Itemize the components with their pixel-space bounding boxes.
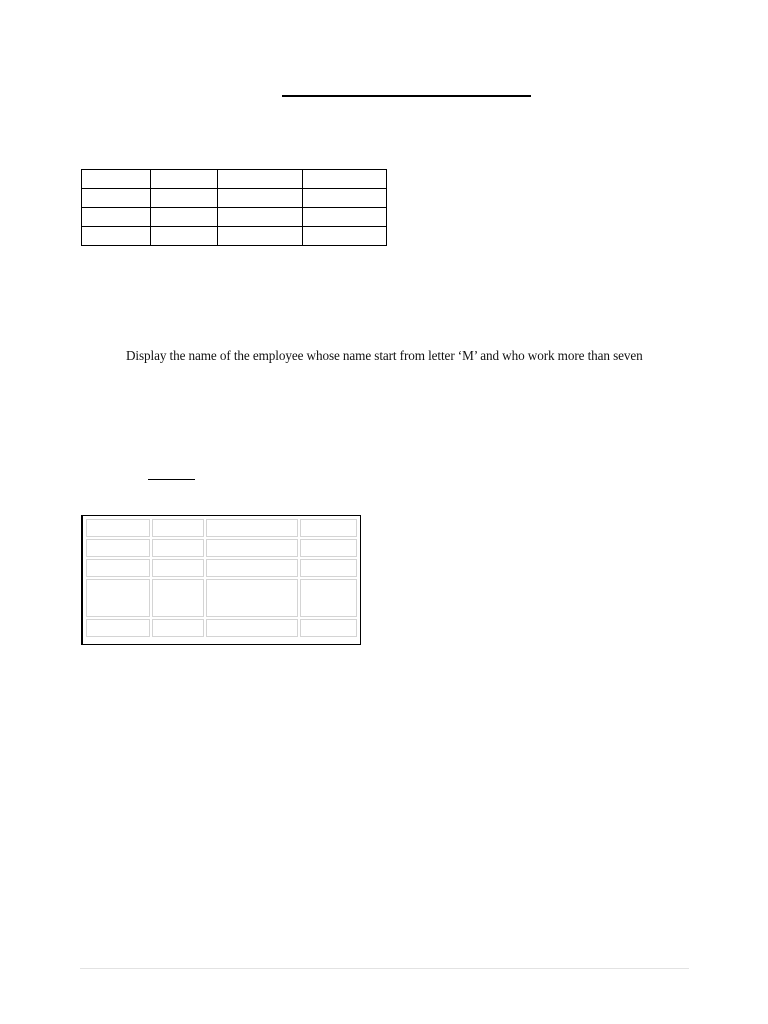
table-row — [82, 189, 387, 208]
table-cell — [86, 559, 150, 577]
table-cell — [218, 189, 303, 208]
table-cell — [82, 189, 151, 208]
table-cell — [151, 189, 218, 208]
title-underline — [282, 95, 531, 97]
table-cell — [152, 559, 204, 577]
table-cell — [300, 519, 357, 537]
table-cell — [151, 208, 218, 227]
table-cell — [86, 619, 150, 637]
table-row — [82, 208, 387, 227]
table-cell — [300, 619, 357, 637]
table-cell — [151, 227, 218, 246]
table-row — [82, 227, 387, 246]
table-cell — [152, 519, 204, 537]
table-cell — [300, 579, 357, 617]
table-cell — [206, 579, 298, 617]
table-row — [86, 579, 357, 617]
table-cell — [206, 559, 298, 577]
table-cell — [303, 208, 387, 227]
table-row — [86, 519, 357, 537]
table-cell — [218, 227, 303, 246]
table-cell — [152, 619, 204, 637]
table-cell — [300, 539, 357, 557]
table-row — [82, 170, 387, 189]
table-two — [84, 517, 359, 639]
table-cell — [86, 519, 150, 537]
table-cell — [86, 539, 150, 557]
table-one — [81, 169, 387, 246]
table-two-frame — [81, 515, 361, 645]
table-cell — [152, 539, 204, 557]
table-cell — [218, 208, 303, 227]
table-cell — [82, 227, 151, 246]
page-footer-divider — [80, 968, 689, 969]
table-row — [86, 559, 357, 577]
table-cell — [86, 579, 150, 617]
table-cell — [206, 619, 298, 637]
table-cell — [303, 189, 387, 208]
table-cell — [151, 170, 218, 189]
table-cell — [206, 539, 298, 557]
table-cell — [152, 579, 204, 617]
table-row — [86, 539, 357, 557]
table-cell — [206, 519, 298, 537]
section-underline — [148, 479, 195, 480]
table-row — [86, 619, 357, 637]
table-cell — [218, 170, 303, 189]
table-cell — [300, 559, 357, 577]
table-cell — [303, 170, 387, 189]
table-cell — [82, 208, 151, 227]
table-cell — [303, 227, 387, 246]
question-text: Display the name of the employee whose name start from letter ‘M’ and who work more than seven — [126, 348, 643, 363]
table-cell — [82, 170, 151, 189]
